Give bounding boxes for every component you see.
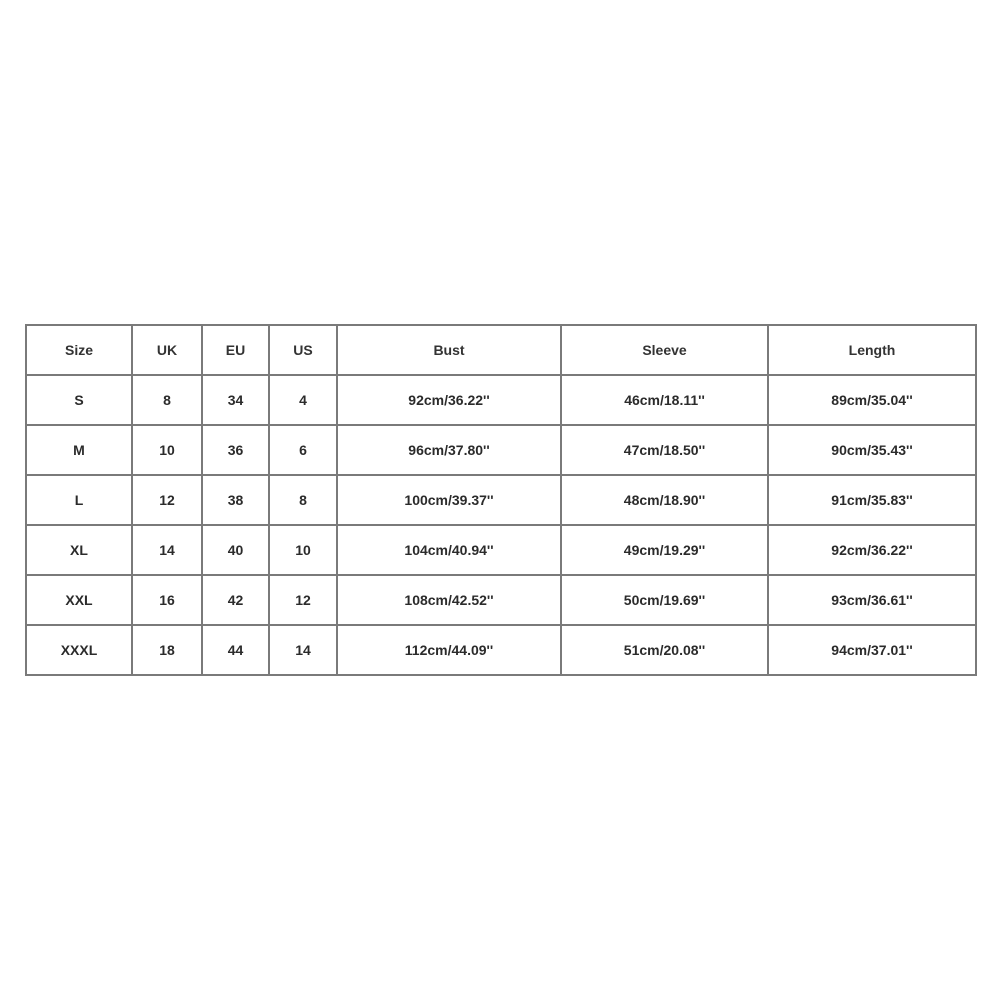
cell-sleeve: 47cm/18.50'' [561, 425, 768, 475]
cell-eu: 38 [202, 475, 269, 525]
cell-sleeve: 50cm/19.69'' [561, 575, 768, 625]
table-body [26, 375, 976, 675]
cell-sleeve: 46cm/18.11'' [561, 375, 768, 425]
cell-uk: 8 [132, 375, 202, 425]
header-bust: Bust [337, 325, 561, 375]
header-eu: EU [202, 325, 269, 375]
cell-sleeve: 49cm/19.29'' [561, 525, 768, 575]
cell-size: M [26, 425, 132, 475]
cell-eu: 36 [202, 425, 269, 475]
cell-bust: 96cm/37.80'' [337, 425, 561, 475]
header-size: Size [26, 325, 132, 375]
cell-bust: 108cm/42.52'' [337, 575, 561, 625]
cell-uk: 14 [132, 525, 202, 575]
cell-uk: 16 [132, 575, 202, 625]
cell-length: 89cm/35.04'' [768, 375, 976, 425]
cell-sleeve: 51cm/20.08'' [561, 625, 768, 675]
table-row [26, 375, 976, 425]
table-row [26, 625, 976, 675]
header-us: US [269, 325, 337, 375]
table-row [26, 425, 976, 475]
cell-size: XXL [26, 575, 132, 625]
cell-uk: 12 [132, 475, 202, 525]
cell-size: XXXL [26, 625, 132, 675]
header-uk: UK [132, 325, 202, 375]
cell-us: 14 [269, 625, 337, 675]
cell-us: 4 [269, 375, 337, 425]
cell-uk: 18 [132, 625, 202, 675]
table-row [26, 525, 976, 575]
cell-us: 6 [269, 425, 337, 475]
cell-size: L [26, 475, 132, 525]
cell-size: XL [26, 525, 132, 575]
cell-length: 94cm/37.01'' [768, 625, 976, 675]
cell-length: 93cm/36.61'' [768, 575, 976, 625]
table-row [26, 475, 976, 525]
cell-size: S [26, 375, 132, 425]
cell-us: 10 [269, 525, 337, 575]
cell-us: 12 [269, 575, 337, 625]
cell-eu: 34 [202, 375, 269, 425]
cell-bust: 104cm/40.94'' [337, 525, 561, 575]
cell-uk: 10 [132, 425, 202, 475]
header-row [26, 325, 976, 375]
header-sleeve: Sleeve [561, 325, 768, 375]
cell-length: 90cm/35.43'' [768, 425, 976, 475]
cell-eu: 42 [202, 575, 269, 625]
cell-eu: 40 [202, 525, 269, 575]
cell-length: 91cm/35.83'' [768, 475, 976, 525]
cell-bust: 92cm/36.22'' [337, 375, 561, 425]
cell-eu: 44 [202, 625, 269, 675]
cell-length: 92cm/36.22'' [768, 525, 976, 575]
table-row [26, 575, 976, 625]
header-length: Length [768, 325, 976, 375]
cell-sleeve: 48cm/18.90'' [561, 475, 768, 525]
cell-bust: 100cm/39.37'' [337, 475, 561, 525]
table-header [26, 325, 976, 375]
cell-bust: 112cm/44.09'' [337, 625, 561, 675]
size-chart-table [25, 324, 977, 676]
cell-us: 8 [269, 475, 337, 525]
